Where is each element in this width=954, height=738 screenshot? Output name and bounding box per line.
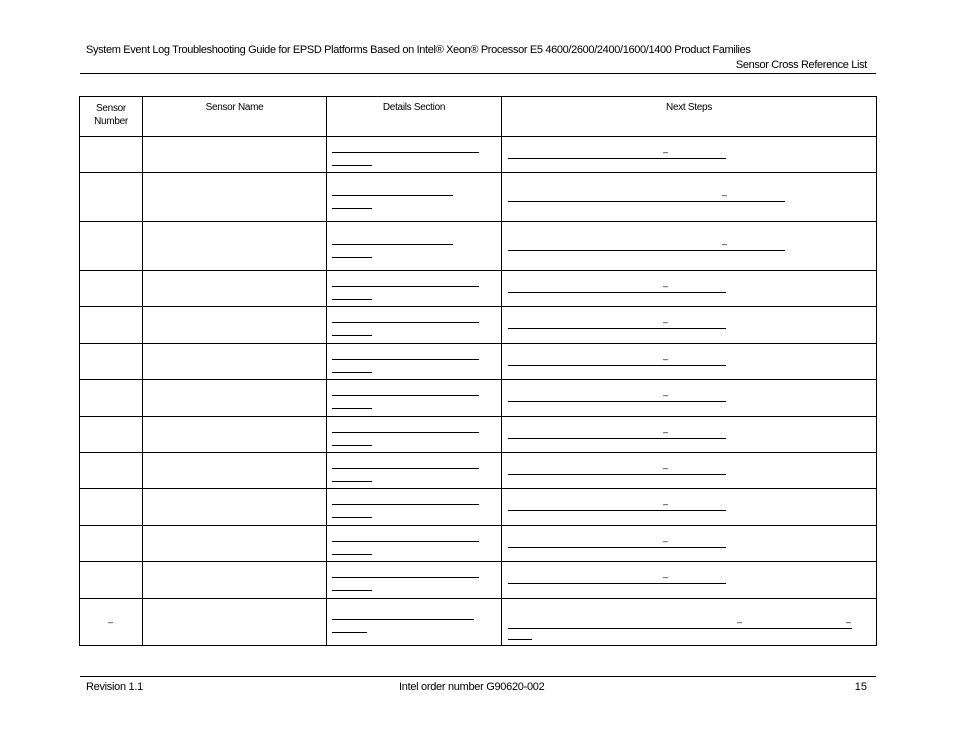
details-section-cell[interactable]: [327, 137, 502, 173]
sensor-number-cell: [80, 417, 143, 453]
next-steps-cell[interactable]: [502, 599, 877, 646]
table-row: [80, 173, 877, 222]
details-section-cell[interactable]: [327, 417, 502, 453]
sensor-name-cell: [143, 307, 327, 344]
table-row: [80, 344, 877, 380]
next-steps-link-underline: [508, 328, 726, 329]
sensor-name-cell: [143, 417, 327, 453]
next-steps-cell[interactable]: [502, 526, 877, 562]
details-link-underline: [332, 195, 453, 196]
table-row: [80, 271, 877, 307]
sensor-number-cell: [80, 380, 143, 417]
details-link-underline: [332, 152, 479, 153]
sensor-number-cell: [80, 453, 143, 489]
details-section-cell[interactable]: [327, 222, 502, 271]
table-row: [80, 222, 877, 271]
footer-rule: [80, 676, 876, 677]
next-steps-link-underline: [508, 438, 726, 439]
next-steps-link-underline: [508, 401, 726, 402]
details-link-underline: [332, 590, 372, 591]
dash-separator: –: [737, 617, 742, 627]
dash-separator: –: [722, 190, 727, 200]
details-link-underline: [332, 322, 479, 323]
details-link-underline: [332, 504, 479, 505]
sensor-name-cell: [143, 489, 327, 526]
details-link-underline: [332, 445, 372, 446]
sensor-name-cell: [143, 380, 327, 417]
dash-separator: –: [663, 499, 668, 509]
details-link-underline: [332, 632, 367, 633]
next-steps-cell[interactable]: [502, 222, 877, 271]
dash-separator: –: [663, 390, 668, 400]
details-link-underline: [332, 335, 372, 336]
next-steps-link-underline: [508, 474, 726, 475]
dash-separator: –: [663, 427, 668, 437]
dash-separator: –: [846, 617, 851, 627]
order-number: Intel order number G90620-002: [399, 681, 545, 693]
sensor-name-cell: [143, 137, 327, 173]
sensor-name-cell: [143, 599, 327, 646]
next-steps-cell[interactable]: [502, 344, 877, 380]
next-steps-cell[interactable]: [502, 453, 877, 489]
next-steps-cell[interactable]: [502, 489, 877, 526]
sensor-number-cell: [80, 562, 143, 599]
details-link-underline: [332, 517, 372, 518]
details-section-cell[interactable]: [327, 453, 502, 489]
sensor-number-cell: [80, 222, 143, 271]
table-row: [80, 453, 877, 489]
details-link-underline: [332, 395, 479, 396]
details-link-underline: [332, 286, 479, 287]
column-header-sensor-number: Sensor Number: [80, 97, 143, 137]
details-section-cell[interactable]: [327, 271, 502, 307]
dash-separator: –: [663, 463, 668, 473]
next-steps-link-underline: [508, 292, 726, 293]
sensor-name-cell: [143, 526, 327, 562]
details-link-underline: [332, 244, 453, 245]
details-link-underline: [332, 299, 372, 300]
dash-separator: –: [663, 147, 668, 157]
details-link-underline: [332, 165, 372, 166]
details-link-underline: [332, 481, 372, 482]
sensor-number-cell: [80, 137, 143, 173]
details-link-underline: [332, 208, 372, 209]
table-row: [80, 526, 877, 562]
details-link-underline: [332, 432, 479, 433]
next-steps-link-underline: [508, 365, 726, 366]
next-steps-cell[interactable]: [502, 380, 877, 417]
sensor-number-cell: [80, 271, 143, 307]
details-section-cell[interactable]: [327, 562, 502, 599]
column-header-sensor-name: Sensor Name: [143, 97, 327, 137]
dash-separator: –: [663, 572, 668, 582]
section-title: Sensor Cross Reference List: [735, 59, 867, 71]
next-steps-link-underline: [508, 201, 785, 202]
dash-separator: –: [663, 354, 668, 364]
next-steps-cell[interactable]: [502, 307, 877, 344]
dash-separator: –: [663, 317, 668, 327]
dash-separator: –: [663, 536, 668, 546]
page-number: 15: [854, 681, 867, 693]
table-row: [80, 562, 877, 599]
sensor-name-cell: [143, 562, 327, 599]
sensor-number-cell: [80, 173, 143, 222]
next-steps-cell[interactable]: [502, 417, 877, 453]
column-header-next-steps: Next Steps: [502, 97, 877, 137]
table-row: [80, 380, 877, 417]
next-steps-cell[interactable]: [502, 137, 877, 173]
details-link-underline: [332, 372, 372, 373]
dash-separator: –: [722, 239, 727, 249]
next-steps-cell[interactable]: [502, 173, 877, 222]
column-header-details-section: Details Section: [327, 97, 502, 137]
revision-label: Revision 1.1: [86, 681, 143, 693]
table-row: [80, 137, 877, 173]
details-section-cell[interactable]: [327, 599, 502, 646]
details-link-underline: [332, 619, 474, 620]
details-link-underline: [332, 554, 372, 555]
next-steps-cell[interactable]: [502, 562, 877, 599]
details-section-cell[interactable]: [327, 173, 502, 222]
table-row: [80, 417, 877, 453]
details-link-underline: [332, 468, 479, 469]
table-row: [80, 599, 877, 646]
table-row: [80, 489, 877, 526]
next-steps-link-underline: [508, 510, 726, 511]
details-link-underline: [332, 359, 479, 360]
sensor-name-cell: [143, 173, 327, 222]
next-steps-link-underline: [508, 628, 852, 629]
details-section-cell[interactable]: [327, 489, 502, 526]
dash-separator: –: [663, 281, 668, 291]
sensor-number-cell: [80, 526, 143, 562]
table-header-row: [80, 97, 877, 137]
next-steps-link-underline: [508, 547, 726, 548]
details-link-underline: [332, 257, 372, 258]
next-steps-link-underline: [508, 639, 532, 640]
sensor-name-cell: [143, 453, 327, 489]
details-section-cell[interactable]: [327, 380, 502, 417]
document-title: System Event Log Troubleshooting Guide for EPSD Platforms Based on Intel® Xeon® Processor E5 4600/2600/2400/1600/1400 Product Families: [86, 44, 751, 56]
sensor-name-cell: [143, 222, 327, 271]
next-steps-cell[interactable]: [502, 271, 877, 307]
sensor-number-cell: [80, 599, 143, 646]
details-link-underline: [332, 408, 372, 409]
next-steps-link-underline: [508, 158, 726, 159]
sensor-name-cell: [143, 344, 327, 380]
sensor-number-cell: [80, 344, 143, 380]
details-section-cell[interactable]: [327, 526, 502, 562]
sensor-number-cell: [80, 489, 143, 526]
sensor-number-cell: [80, 307, 143, 344]
details-section-cell[interactable]: [327, 344, 502, 380]
table-row: [80, 307, 877, 344]
details-link-underline: [332, 541, 479, 542]
sensor-cross-reference-table: [79, 96, 877, 646]
dash-separator: –: [108, 617, 113, 627]
header-rule: [80, 73, 876, 74]
next-steps-link-underline: [508, 583, 726, 584]
details-section-cell[interactable]: [327, 307, 502, 344]
sensor-name-cell: [143, 271, 327, 307]
next-steps-link-underline: [508, 250, 785, 251]
details-link-underline: [332, 577, 479, 578]
